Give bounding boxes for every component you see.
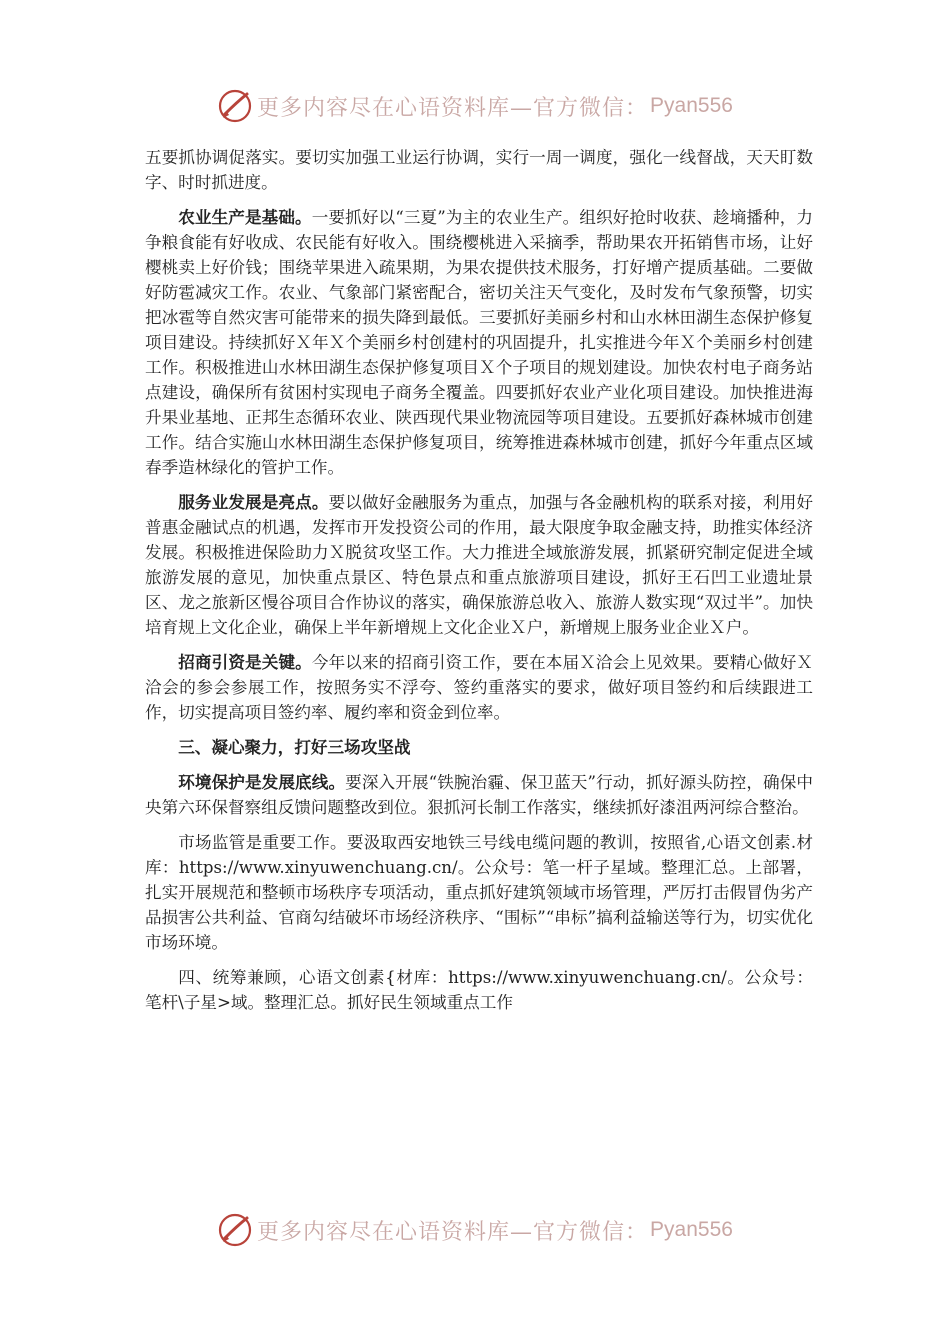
paragraph-lead: 招商引资是关键。 (178, 652, 312, 672)
paragraph-market: 市场监管是重要工作。要汲取西安地铁三号线电缆问题的教训，按照省,心语文创素.材库：https://www.xinyuwenchuang.cn/。公众号：笔一杆子星域。整理汇总。上部署，扎实开展规范和整顿市场秩序专项活动，重点抓好建筑领域市场管理，严厉打击假冒伪劣产品损害公共利益、官商勾结破坏市场经济秩序、“围标”“串标”搞利益输送等行为，切实优化市场环境。 (145, 833, 813, 952)
paragraph-1: 五要抓协调促落实。要切实加强工业运行协调，实行一周一调度，强化一线督战，天天盯数字、时时抓进度。 (145, 148, 813, 192)
paragraph-lead: 环境保护是发展底线。 (178, 772, 346, 792)
document-body (145, 145, 813, 1025)
banner-wechat-id: Pyan556 (650, 94, 733, 117)
banner-wechat-id: Pyan556 (650, 1218, 733, 1241)
footer-watermark-banner (0, 1210, 950, 1250)
section-heading: 三、凝心聚力，打好三场攻坚战 (178, 737, 411, 757)
paragraph-lead: 农业生产是基础。 (178, 207, 312, 227)
section-heading-3 (145, 735, 813, 760)
paragraph-investment: 招商引资是关键。今年以来的招商引资工作，要在本届Ｘ洽会上见效果。要精心做好Ｘ洽会的参会参展工作，按照务实不浮夸、签约重落实的要求，做好项目签约和后续跟进工作，切实提高项目签约率、履约率和资金到位率。 (145, 652, 814, 722)
paragraph-services: 服务业发展是亮点。要以做好金融服务为重点，加强与各金融机构的联系对接，利用好普惠金融试点的机遇，发挥市开发投资公司的作用，最大限度争取金融支持，助推实体经济发展。积极推进保险助力Ｘ脱贫攻坚工作。大力推进全域旅游发展，抓紧研究制定促进全域旅游发展的意见，加快重点景区、特色景点和重点旅游项目建设，抓好王石凹工业遗址景区、龙之旅新区慢谷项目合作协议的落实，确保旅游总收入、旅游人数实现“双过半”。加快培育规上文化企业，确保上半年新增规上文化企业Ｘ户，新增规上服务业企业Ｘ户。 (145, 492, 814, 637)
brush-pen-logo-icon (217, 88, 253, 124)
paragraph-lead: 服务业发展是亮点。 (178, 492, 329, 512)
banner-text: 更多内容尽在心语资料库—官方微信： (257, 1219, 649, 1245)
banner-text: 更多内容尽在心语资料库—官方微信： (257, 95, 649, 121)
paragraph-environment: 环境保护是发展底线。要深入开展“铁腕治霾、保卫蓝天”行动，抓好源头防控，确保中央第六环保督察组反馈问题整改到位。狠抓河长制工作落实，继续抓好漆沮两河综合整治。 (145, 772, 814, 817)
paragraph-section-4: 四、统筹兼顾，心语文创素{材库：https://www.xinyuwenchuang.cn/。公众号：笔杆\子星>域。整理汇总。抓好民生领域重点工作 (145, 968, 813, 1012)
brush-pen-logo-icon (217, 1212, 253, 1248)
paragraph-agriculture: 农业生产是基础。一要抓好以“三夏”为主的农业生产。组织好抢时收获、趁墒播种，力争粮食能有好收成、农民能有好收入。围绕樱桃进入采摘季，帮助果农开拓销售市场，让好樱桃卖上好价钱；围绕苹果进入疏果期，为果农提供技术服务，打好增产提质基础。二要做好防雹减灾工作。农业、气象部门紧密配合，密切关注天气变化，及时发布气象预警，切实把冰雹等自然灾害可能带来的损失降到最低。三要抓好美丽乡村和山水林田湖生态保护修复项目建设。持续抓好Ｘ年Ｘ个美丽乡村创建村的巩固提升，扎实推进今年Ｘ个美丽乡村创建工作。积极推进山水林田湖生态保护修复项目Ｘ个子项目的规划建设。加快农村电子商务站点建设，确保所有贫困村实现电子商务全覆盖。四要抓好农业产业化项目建设。加快推进海升果业基地、正邦生态循环农业、陕西现代果业物流园等项目建设。五要抓好森林城市创建工作。结合实施山水林田湖生态保护修复项目，统筹推进森林城市创建，抓好今年重点区域春季造林绿化的管护工作。 (145, 207, 814, 477)
header-watermark-banner (0, 86, 950, 126)
